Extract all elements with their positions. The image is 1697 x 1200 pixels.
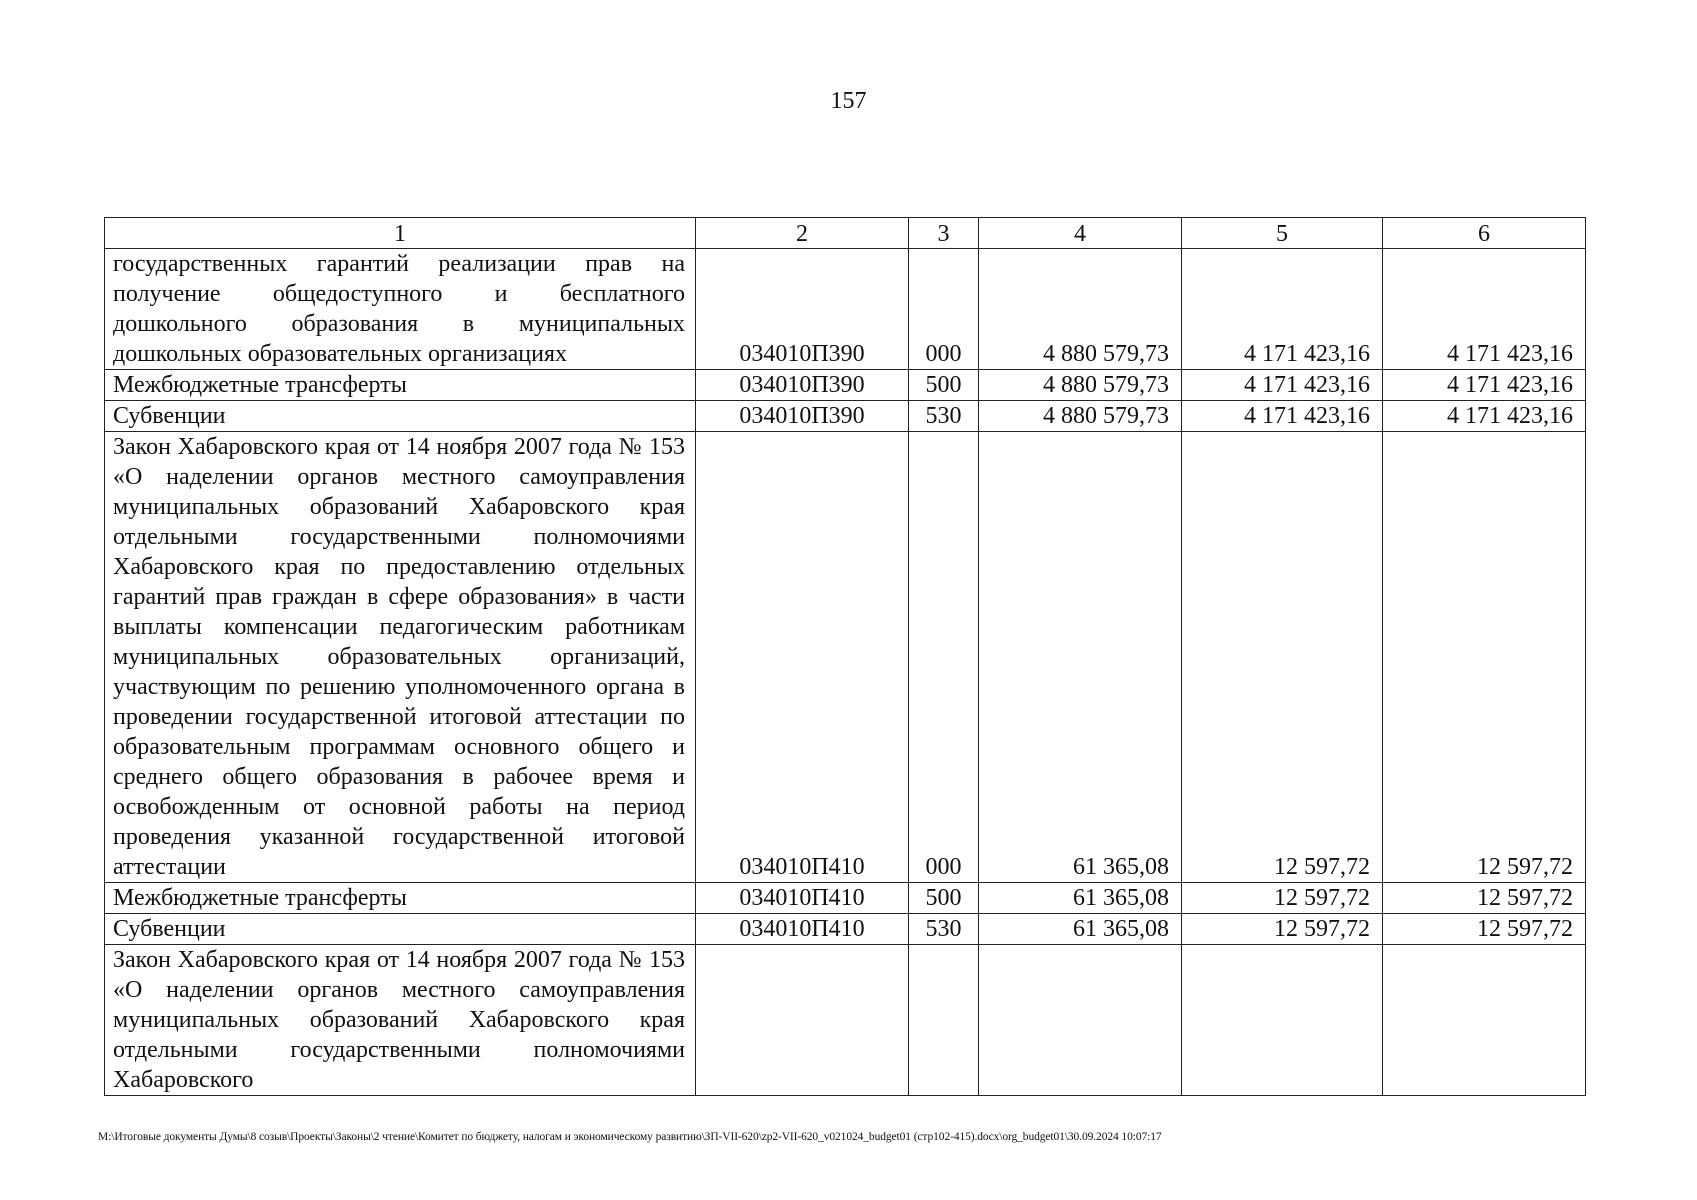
- row-value-5: 12 597,72: [1182, 914, 1383, 945]
- document-file-path: M:\Итоговые документы Думы\8 созыв\Проекты\Законы\2 чтение\Комитет по бюджету, налогам и экономическому развитию\ЗП-VII-620\zp2-VII-620_v021024_budget01 (стр102-415).docx\org_budget01\30.09.2024 10:07:17: [98, 1131, 1162, 1143]
- table-header-row: [105, 218, 1586, 249]
- row-name: Субвенции: [105, 914, 696, 945]
- row-value-4: 4 880 579,73: [979, 370, 1182, 401]
- row-type: 000: [909, 432, 979, 883]
- column-header-5: 5: [1182, 218, 1383, 249]
- column-header-1: 1: [105, 218, 696, 249]
- table-row: [105, 914, 1586, 945]
- column-header-3: 3: [909, 218, 979, 249]
- row-name: государственных гарантий реализации прав на получение общедоступного и бесплатного дошкольного образования в муниципальных дошкольных образовательных организациях: [105, 249, 696, 370]
- row-name: Закон Хабаровского края от 14 ноября 2007 года № 153 «О наделении органов местного самоуправления муниципальных образований Хабаровского края отдельными государственными полномочиями Хабаровского: [105, 945, 696, 1096]
- table-row: [105, 249, 1586, 370]
- row-code: 034010П390: [696, 370, 909, 401]
- row-type: 500: [909, 883, 979, 914]
- row-value-5: 12 597,72: [1182, 432, 1383, 883]
- page-number: 157: [830, 88, 867, 114]
- row-type: 530: [909, 401, 979, 432]
- table-row: [105, 883, 1586, 914]
- table-row: [105, 945, 1586, 1096]
- row-type: 500: [909, 370, 979, 401]
- row-value-4: 61 365,08: [979, 914, 1182, 945]
- row-value-6: 12 597,72: [1383, 432, 1586, 883]
- table-row: [105, 401, 1586, 432]
- table-row: [105, 432, 1586, 883]
- column-header-2: 2: [696, 218, 909, 249]
- budget-table: [104, 217, 1586, 1096]
- row-code: 034010П410: [696, 914, 909, 945]
- row-name: Закон Хабаровского края от 14 ноября 2007 года № 153 «О наделении органов местного самоуправления муниципальных образований Хабаровского края отдельными государственными полномочиями Хабаровского края по предоставлению отдельных гарантий прав граждан в сфере образования» в части выплаты компенсации педагогическим работникам муниципальных образовательных организаций, участвующим по решению уполномоченного органа в проведении государственной итоговой аттестации по образовательным программам основного общего и среднего общего образования в рабочее время и освобожденным от основной работы на период проведения указанной государственной итоговой аттестации: [105, 432, 696, 883]
- column-header-4: 4: [979, 218, 1182, 249]
- row-value-6: 12 597,72: [1383, 883, 1586, 914]
- row-value-5: 4 171 423,16: [1182, 249, 1383, 370]
- row-value-6: 4 171 423,16: [1383, 370, 1586, 401]
- row-code: 034010П390: [696, 249, 909, 370]
- row-code: 034010П390: [696, 401, 909, 432]
- column-header-6: 6: [1383, 218, 1586, 249]
- row-type: 000: [909, 249, 979, 370]
- row-value-6: [1383, 945, 1586, 1096]
- row-value-4: 61 365,08: [979, 883, 1182, 914]
- row-type: 530: [909, 914, 979, 945]
- row-value-6: 12 597,72: [1383, 914, 1586, 945]
- row-name: Межбюджетные трансферты: [105, 370, 696, 401]
- row-value-4: 61 365,08: [979, 432, 1182, 883]
- row-value-5: [1182, 945, 1383, 1096]
- row-name: Межбюджетные трансферты: [105, 883, 696, 914]
- row-value-5: 4 171 423,16: [1182, 370, 1383, 401]
- row-value-5: 4 171 423,16: [1182, 401, 1383, 432]
- row-code: [696, 945, 909, 1096]
- row-code: 034010П410: [696, 432, 909, 883]
- row-name: Субвенции: [105, 401, 696, 432]
- row-value-6: 4 171 423,16: [1383, 249, 1586, 370]
- row-code: 034010П410: [696, 883, 909, 914]
- row-value-4: 4 880 579,73: [979, 401, 1182, 432]
- row-value-4: [979, 945, 1182, 1096]
- row-value-5: 12 597,72: [1182, 883, 1383, 914]
- row-value-6: 4 171 423,16: [1383, 401, 1586, 432]
- table-row: [105, 370, 1586, 401]
- row-type: [909, 945, 979, 1096]
- row-value-4: 4 880 579,73: [979, 249, 1182, 370]
